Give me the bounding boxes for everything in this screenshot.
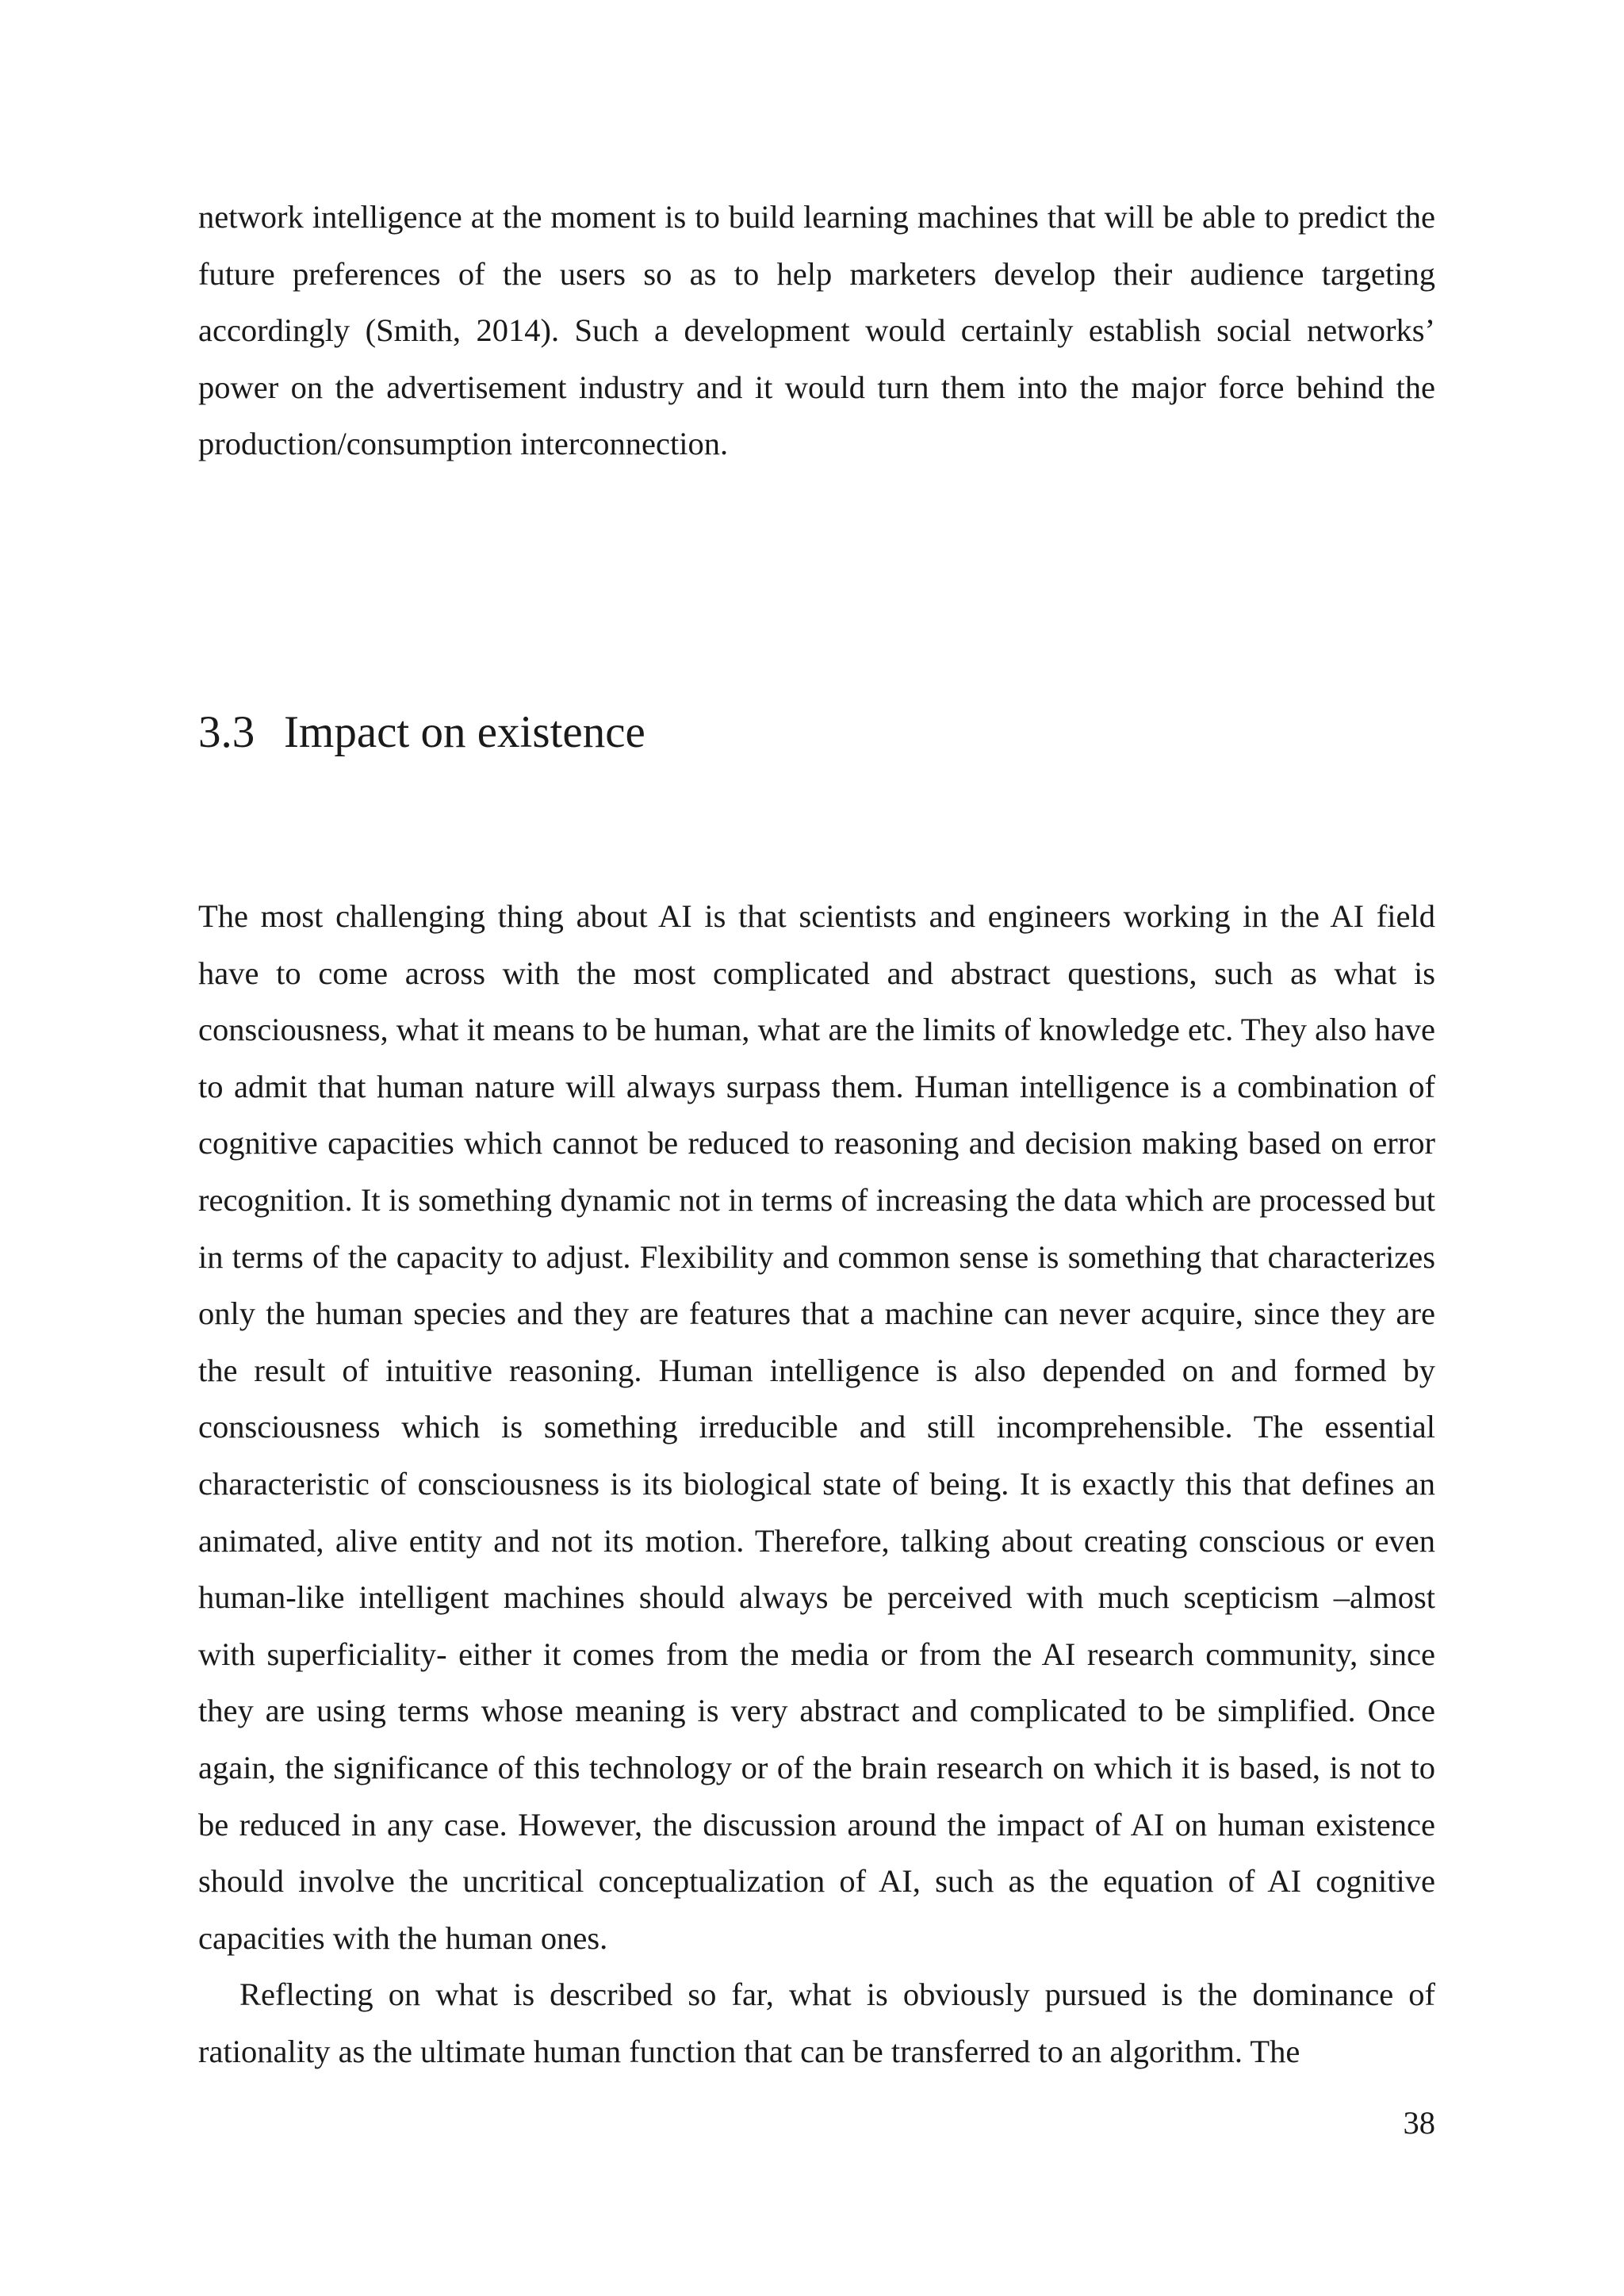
section-number: 3.3 — [198, 707, 255, 757]
section-title: Impact on existence — [284, 707, 645, 757]
continuation-paragraph: network intelligence at the moment is to build learning machines that will be able to predict the future preferences of the users so as to help marketers develop their audience targeting accordingly (Smith, 2014). Such a development would certainly establish social networks’ power on the advertisement industry and it would turn them into the major force behind the production/consumption interconnection. — [198, 199, 1435, 462]
page-number: 38 — [1403, 2105, 1435, 2141]
body-paragraph-2: Reflecting on what is described so far, what is obviously pursued is the dominance of rationality as the ultimate human function that can be transferred to an algorithm. The — [198, 1976, 1435, 2069]
body-paragraph-1: The most challenging thing about AI is that scientists and engineers working in the AI field have to come across with the most complicated and abstract questions, such as what is consciousness, what it means to be human, what are the limits of knowledge etc. They also have to admit that human nature will always surpass them. Human intelligence is a combination of cognitive capacities which cannot be reduced to reasoning and decision making based on error recognition. It is something dynamic not in terms of increasing the data which are processed but in terms of the capacity to adjust. Flexibility and common sense is something that characterizes only the human species and they are features that a machine can never acquire, since they are the result of intuitive reasoning. Human intelligence is also depended on and formed by consciousness which is something irreducible and still incomprehensible. The essential characteristic of consciousness is its biological state of being. It is exactly this that defines an animated, alive entity and not its motion. Therefore, talking about creating conscious or even human-like intelligent machines should always be perceived with much scepticism –almost with superficiality- either it comes from the media or from the AI research community, since they are using terms whose meaning is very abstract and complicated to be simplified. Once again, the significance of this technology or of the brain research on which it is based, is not to be reduced in any case. However, the discussion around the impact of AI on human existence should involve the uncritical conceptualization of AI, such as the equation of AI cognitive capacities with the human ones. — [198, 898, 1435, 1956]
section-heading — [198, 701, 645, 764]
